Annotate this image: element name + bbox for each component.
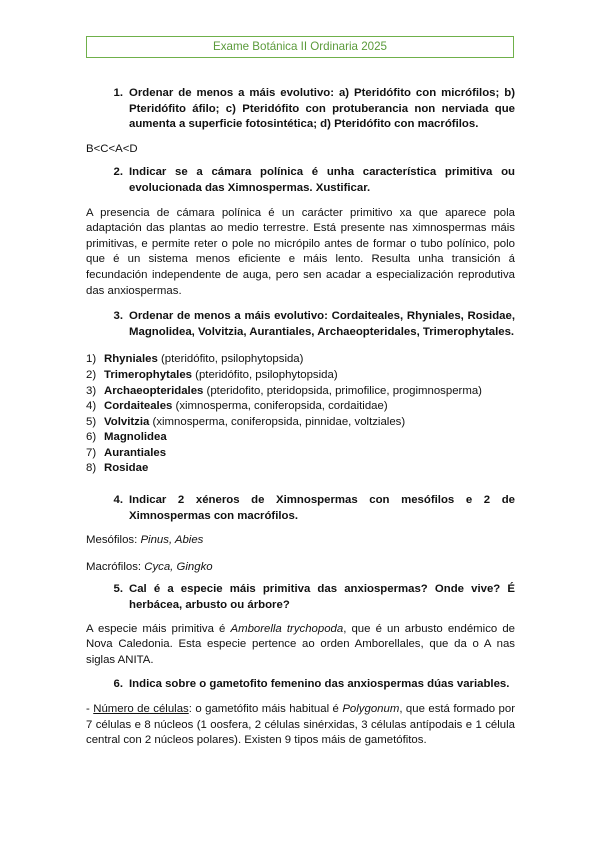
header-title: Exame Botánica II Ordinaria 2025 [212,40,387,54]
question-1 [86,86,515,133]
question-4 [86,493,515,524]
question-6 [86,677,515,693]
answer-1: B<C<A<D [86,142,138,155]
evolution-order-list [86,352,515,477]
document-body [86,86,515,759]
question-3-text: Ordenar de menos a máis evolutivo: Cordaiteales, Rhyniales, Rosidae, Magnolidea, Volvitzia, Aurantiales, Archaeopteridales, Trimerophytales. [129,310,515,338]
question-6-number: 6. [113,678,123,691]
question-5-text: Cal é a especie máis primitiva das anxiospermas? Onde vive? É herbácea, arbusto ou árbore? [129,583,515,612]
list-item: 3) Archaeopteridales (pteridofito, pteridopsida, primofilice, progimnosperma) [86,384,482,397]
question-4-text: Indicar 2 xéneros de Ximnospermas con mesófilos e 2 de Ximnospermas con macrófilos. [129,494,515,522]
list-item: 4) Cordaiteales (ximnosperma, coniferopsida, cordaitidae) [86,400,388,413]
answer-5: A especie máis primitiva é Amborella trychopoda, que é un arbusto endémico de Nova Caledonia. Esta especie pertence ao orden Amborellales, que da o A nas siglas ANITA. [86,622,515,666]
question-3 [86,309,515,340]
question-5-number: 5. [113,583,123,596]
list-item: 1) Rhyniales (pteridófito, psilophytopsida) [86,353,304,366]
question-1-text: Ordenar de menos a máis evolutivo: a) Pteridófito con micrófilos; b) Pteridófito áfilo; c) Pteridófito con protuberancia non nerviada que aumenta a superficie fotosintética; d) Pteridófito con macrófilos. [129,87,515,131]
question-6-text: Indica sobre o gametofito femenino das anxiospermas dúas variables. [129,678,510,691]
list-item: 2) Trimerophytales (pteridófito, psilophytopsida) [86,368,338,381]
list-item: 6) Magnolidea [86,431,167,444]
list-item: 5) Volvitzia (ximnosperma, coniferopsida, pinnidae, voltziales) [86,415,406,428]
question-4-number: 4. [113,494,123,507]
question-5 [86,582,515,613]
list-item: 8) Rosidae [86,462,149,475]
list-item: 7) Aurantiales [86,446,167,459]
question-2 [86,165,515,196]
question-3-number: 3. [113,310,123,323]
answer-4-mesophylls: Mesófilos: Pinus, Abies [86,534,204,547]
question-2-text: Indicar se a cámara polínica é unha característica primitiva ou evolucionada das Ximnospermas. Xustificar. [129,166,515,194]
answer-6: - Número de células: o gametófito máis habitual é Polygonum, que está formado por 7 células e 8 núcleos (1 oosfera, 2 células sinérxidas, 3 células antípodais e 1 célula central con 2 núcleos polares). Existen 9 tipos máis de gametófitos. [86,703,516,747]
document-header [86,36,514,58]
answer-4-macrophylls: Macrófilos: Cyca, Gingko [86,560,213,573]
answer-2: A presencia de cámara polínica é un carácter primitivo xa que aparece pola adaptación das plantas ao medio terrestre. Está presente nas ximnospermas máis primitivas, e permite reter o pole no micrópilo antes de formar o tubo polínico, polo que é un sistema menos eficiente e máis lento. Resulta unha transición á fecundación independente de auga, pero sen acadar a especialización reprodutiva das anxiospermas. [86,206,515,297]
question-1-number: 1. [113,87,123,99]
question-2-number: 2. [113,166,123,179]
